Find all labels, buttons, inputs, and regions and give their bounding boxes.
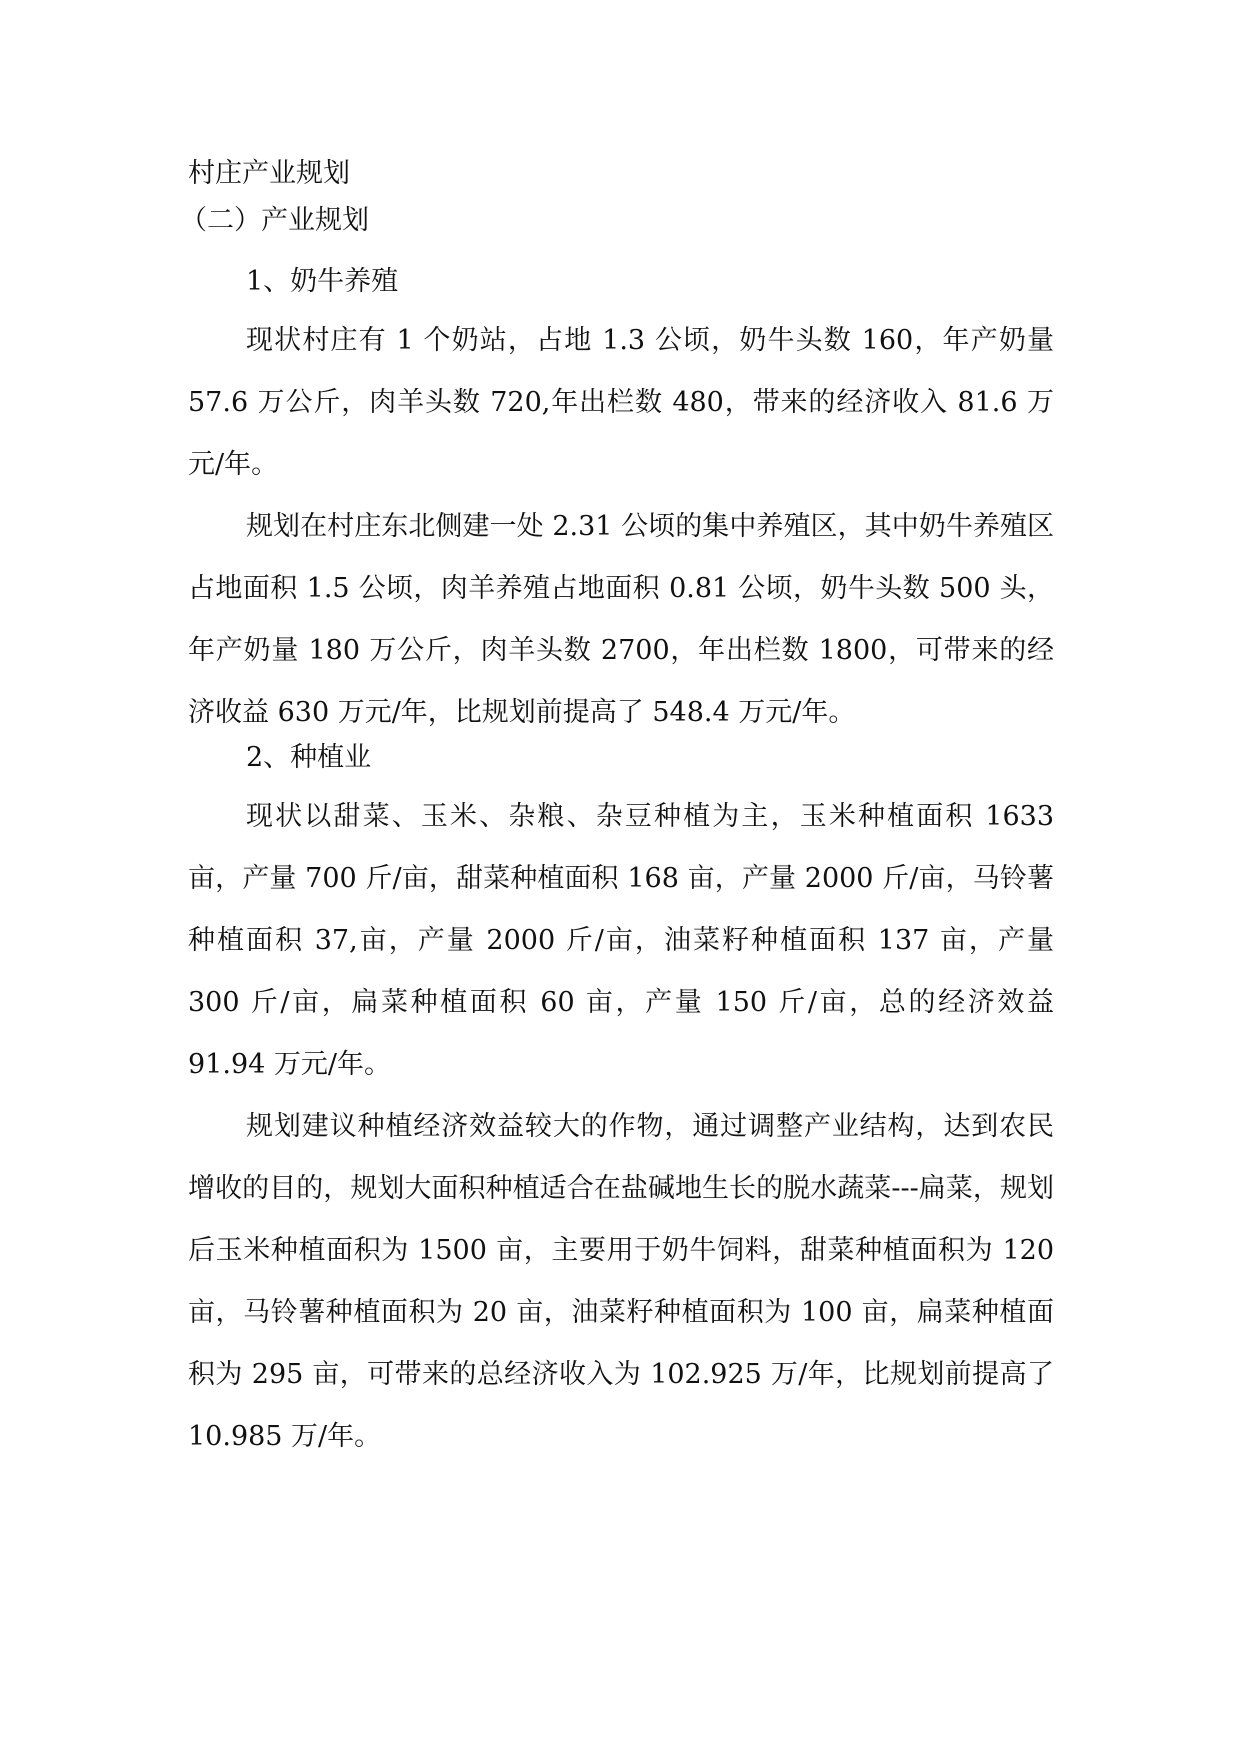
paragraph-planting-current: 现状以甜菜、玉米、杂粮、杂豆种植为主，玉米种植面积 1633 亩，产量 700 斤/亩，甜菜种植面积 168 亩，产量 2000 斤/亩，马铃薯种植面积 37,亩，产量 2000 斤/亩，油菜籽种植面积 137 亩，产量 300 斤/亩，扁菜种植面积 60 亩，产量 150 斤/亩，总的经济效益 91.94 万元/年。 — [188, 801, 1054, 1080]
document-page — [180, 158, 1054, 1468]
paragraph-planting-plan: 规划建议种植经济效益较大的作物，通过调整产业结构，达到农民增收的目的，规划大面积种植适合在盐碱地生长的脱水蔬菜---扁菜，规划后玉米种植面积为 1500 亩，主要用于奶牛饲料，甜菜种植面积为 120 亩，马铃薯种植面积为 20 亩，油菜籽种植面积为 100 亩，扁菜种植面积为 295 亩，可带来的总经济收入为 102.925 万/年，比规划前提高了 10.985 万/年。 — [188, 1111, 1054, 1452]
section-heading-dairy: 1、奶牛养殖 — [246, 266, 399, 297]
section-heading-planting: 2、种植业 — [246, 742, 372, 773]
section-subheading: （二）产业规划 — [180, 205, 369, 236]
paragraph-dairy-plan: 规划在村庄东北侧建一处 2.31 公顷的集中养殖区，其中奶牛养殖区占地面积 1.5 公顷，肉羊养殖占地面积 0.81 公顷，奶牛头数 500 头，年产奶量 180 万公斤，肉羊头数 2700，年出栏数 1800，可带来的经济收益 630 万元/年，比规划前提高了 548.4 万元/年。 — [188, 511, 1054, 728]
document-title: 村庄产业规划 — [188, 158, 350, 189]
paragraph-dairy-current: 现状村庄有 1 个奶站，占地 1.3 公顷，奶牛头数 160，年产奶量 57.6 万公斤，肉羊头数 720,年出栏数 480，带来的经济收入 81.6 万元/年。 — [188, 325, 1054, 480]
